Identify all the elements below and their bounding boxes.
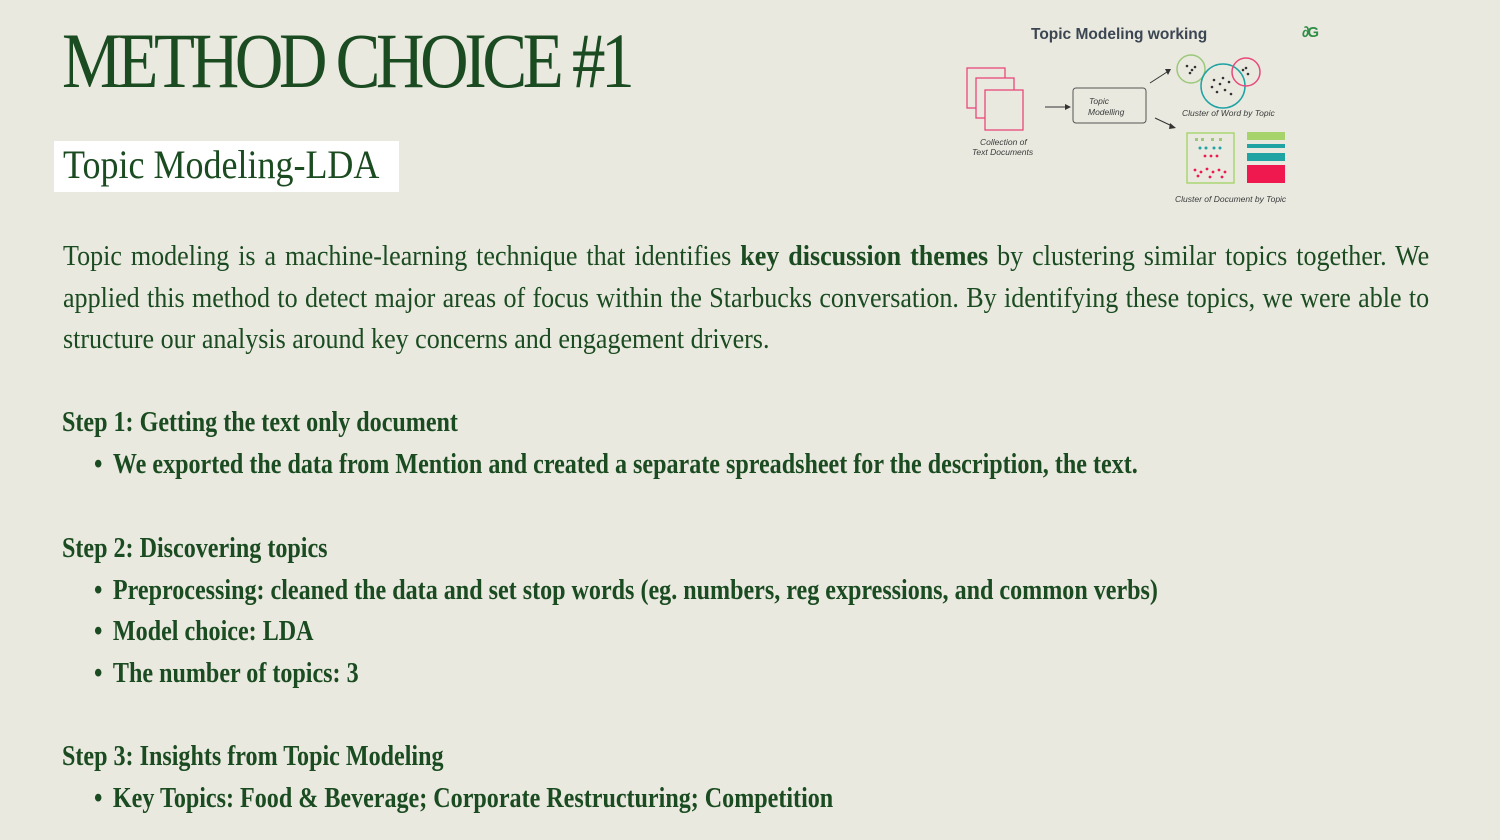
- bullet-text: Model choice: LDA: [112, 616, 314, 647]
- cluster-word-label: Cluster of Word by Topic: [1182, 108, 1275, 118]
- step-2-bullet-2: [94, 614, 314, 650]
- page-title: METHOD CHOICE #1: [62, 17, 631, 104]
- bullet-symbol: •: [94, 449, 103, 480]
- topic-modeling-diagram: [955, 20, 1318, 215]
- step-1-bullet-1: [94, 447, 1138, 483]
- bullet-text: Preprocessing: cleaned the data and set stop words (eg. numbers, reg expressions, and common verbs): [112, 575, 1158, 606]
- intro-bold-text: key discussion themes: [740, 241, 989, 272]
- box-label-line2: Modelling: [1088, 107, 1125, 117]
- step-3-bullet-1: [94, 781, 833, 817]
- gfg-logo-icon: ∂G: [1302, 24, 1318, 41]
- step-2-bullet-3: [94, 656, 359, 692]
- box-label-line1: Topic: [1089, 96, 1110, 106]
- collection-label-line2: Text Documents: [972, 147, 1034, 157]
- collection-label-line1: Collection of: [980, 137, 1027, 147]
- bullet-symbol: •: [94, 616, 103, 647]
- step-2-heading: Step 2: Discovering topics: [62, 533, 328, 564]
- intro-paragraph: [63, 236, 1429, 361]
- bullet-text: Key Topics: Food & Beverage; Corporate Restructuring; Competition: [112, 783, 834, 814]
- cluster-doc-label: Cluster of Document by Topic: [1175, 194, 1287, 204]
- bullet-symbol: •: [94, 575, 103, 606]
- diagram-title: Topic Modeling working: [1031, 26, 1208, 43]
- intro-text-2: by clustering similar topics together. We applied this method to detect major areas of focus within the Starbucks conversation. By identifying these topics, we were able to structure our analysis around key concerns and engagement drivers.: [63, 241, 1430, 355]
- page-subtitle: Topic Modeling-LDA: [63, 142, 380, 187]
- subtitle-box: [54, 141, 399, 192]
- step-2-bullet-1: [94, 573, 1158, 609]
- step-3-heading: Step 3: Insights from Topic Modeling: [62, 741, 444, 772]
- bullet-text: We exported the data from Mention and created a separate spreadsheet for the description, the text.: [112, 449, 1138, 480]
- intro-text-1: Topic modeling is a machine-learning technique that identifies: [63, 241, 741, 272]
- bullet-symbol: •: [94, 658, 103, 689]
- bullet-text: The number of topics: 3: [112, 658, 359, 689]
- step-1-heading: Step 1: Getting the text only document: [62, 407, 458, 438]
- bullet-symbol: •: [94, 783, 103, 814]
